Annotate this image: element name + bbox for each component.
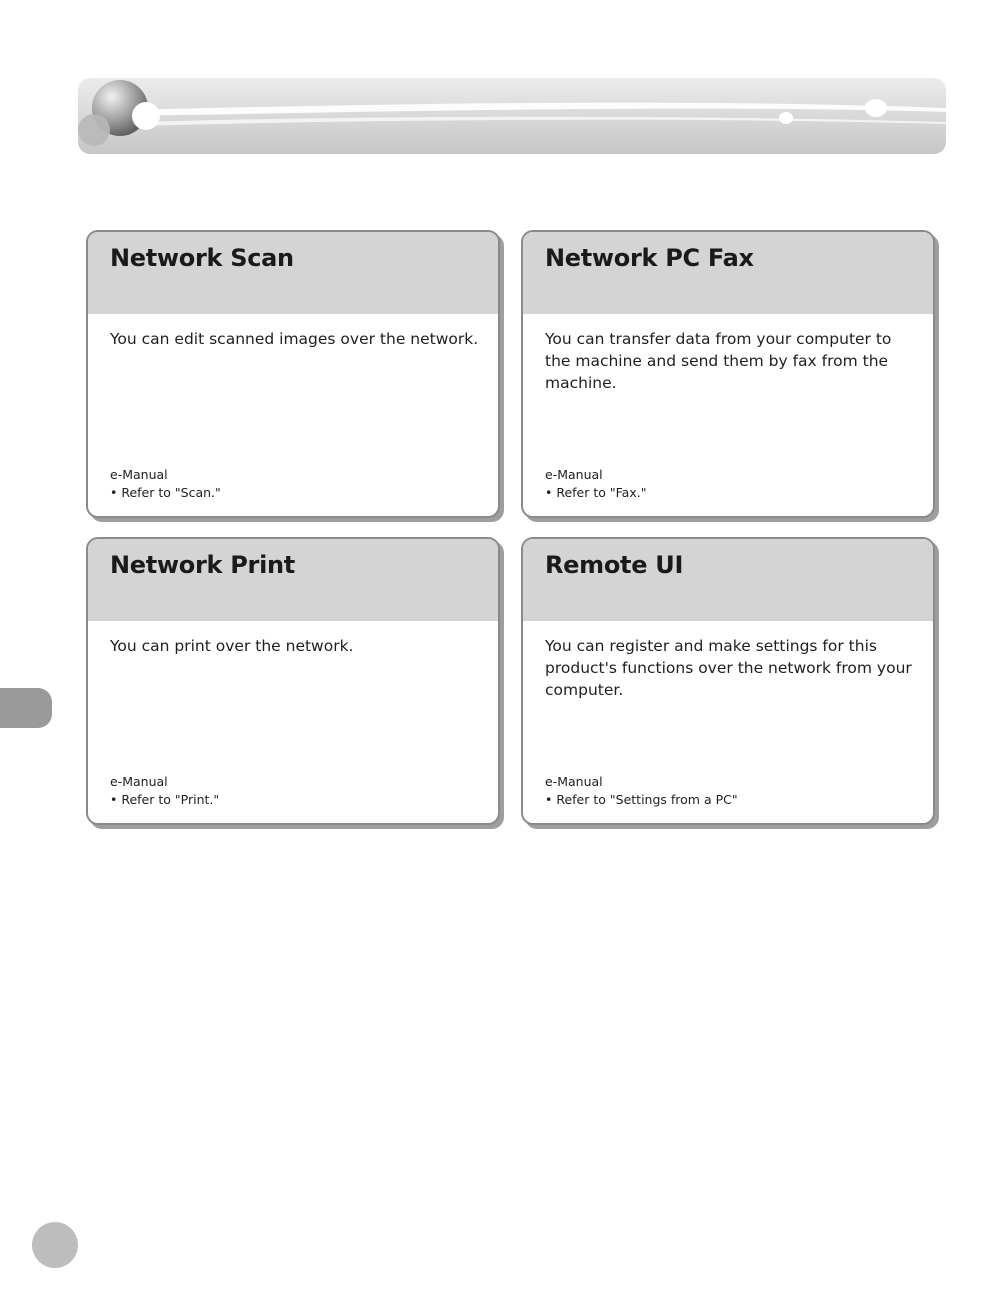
card-reference: [545, 773, 738, 809]
card-body: [521, 537, 935, 825]
reference-text: • Refer to "Scan.": [110, 485, 221, 500]
card-network-scan: [86, 230, 500, 518]
card-title: Network Scan: [110, 244, 294, 272]
card-header: [88, 232, 498, 314]
card-description: You can register and make settings for this product's functions over the network from your computer.: [545, 637, 912, 699]
card-body: [86, 537, 500, 825]
card-body: [86, 230, 500, 518]
reference-source: e-Manual: [545, 774, 603, 789]
banner-graphic: [78, 78, 946, 154]
header-banner: [78, 78, 946, 154]
card-description: You can transfer data from your computer to the machine and send them by fax from the machine.: [545, 330, 892, 392]
card-reference: [545, 466, 646, 502]
card-reference: [110, 773, 219, 809]
reference-text: • Refer to "Settings from a PC": [545, 792, 738, 807]
card-network-print: [86, 537, 500, 825]
card-title: Network Print: [110, 551, 295, 579]
card-reference: [110, 466, 221, 502]
card-title: Remote UI: [545, 551, 684, 579]
chapter-side-tab: [0, 688, 52, 728]
card-body: [521, 230, 935, 518]
reference-source: e-Manual: [110, 467, 168, 482]
card-remote-ui: [521, 537, 935, 825]
reference-source: e-Manual: [545, 467, 603, 482]
card-description: You can print over the network.: [110, 637, 354, 655]
reference-text: • Refer to "Fax.": [545, 485, 647, 500]
card-description: You can edit scanned images over the network.: [110, 330, 479, 348]
page-number-marker: [32, 1222, 78, 1268]
card-title: Network PC Fax: [545, 244, 754, 272]
reference-text: • Refer to "Print.": [110, 792, 220, 807]
card-header: [88, 539, 498, 621]
card-network-pc-fax: [521, 230, 935, 518]
card-header: [523, 539, 933, 621]
card-header: [523, 232, 933, 314]
reference-source: e-Manual: [110, 774, 168, 789]
